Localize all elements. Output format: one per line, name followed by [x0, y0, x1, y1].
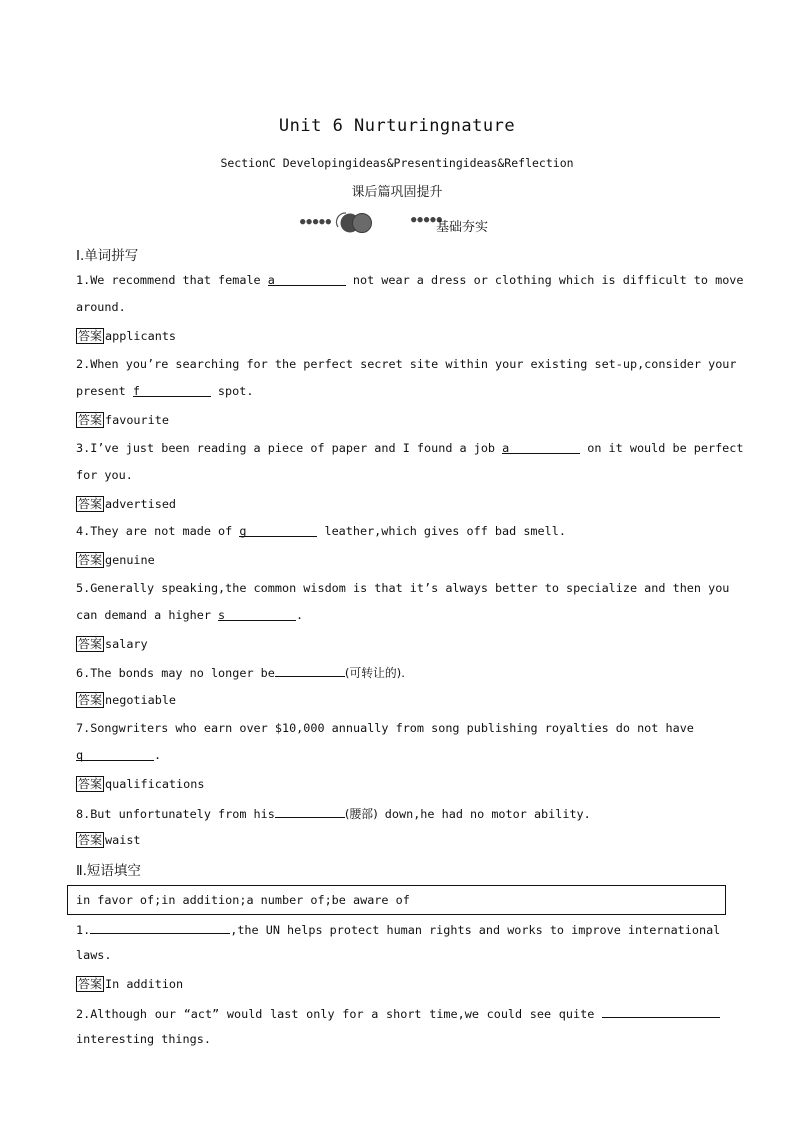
answer-row	[76, 552, 155, 568]
answer-text: negotiable	[105, 693, 177, 707]
answer-row	[76, 692, 176, 708]
answer-row	[76, 636, 148, 652]
answer-blank: s	[218, 608, 296, 621]
answer-row	[76, 776, 204, 792]
answer-text: favourite	[105, 413, 169, 427]
answer-text: genuine	[105, 553, 155, 567]
page-subtitle: SectionC Developingideas&Presentingideas&Reflection	[220, 156, 574, 170]
answer-text: applicants	[105, 329, 177, 343]
banner-dots-right: ●●●●●	[411, 215, 444, 225]
answer-badge: 答案	[78, 329, 103, 343]
answer-text: advertised	[105, 497, 177, 511]
answer-blank: a	[502, 441, 580, 454]
question-line: laws.	[76, 948, 112, 962]
answer-blank	[602, 1005, 720, 1018]
question-line: 2.Although our “act” would last only for a short time,we could see quite	[76, 1005, 720, 1021]
answer-badge: 答案	[78, 553, 103, 567]
question-line: 6.The bonds may no longer be (可转让的).	[76, 666, 406, 680]
question-line: can demand a higher s .	[76, 608, 304, 622]
page-subtitle-chinese: 课后篇巩固提升	[351, 185, 443, 200]
question-line: 2.When you’re searching for the perfect secret site within your existing set-up,consider your	[76, 357, 737, 371]
answer-badge: 答案	[78, 693, 103, 707]
banner-logo-icon	[332, 209, 376, 235]
answer-text: In addition	[105, 977, 184, 991]
section-heading-phrases: Ⅱ.短语填空	[76, 863, 141, 879]
question-line: 4.They are not made of g leather,which gives off bad smell.	[76, 524, 566, 538]
answer-badge: 答案	[78, 497, 103, 511]
question-line: 8.But unfortunately from his (腰部) down,he had no motor ability.	[76, 807, 591, 821]
answer-badge: 答案	[78, 637, 103, 651]
answer-badge: 答案	[78, 413, 103, 427]
answer-blank: a	[268, 273, 346, 286]
answer-text: waist	[105, 833, 141, 847]
answer-row	[76, 976, 183, 992]
word-bank-box	[67, 885, 726, 915]
answer-row	[76, 832, 141, 848]
answer-text: salary	[105, 637, 148, 651]
answer-blank: q	[76, 748, 154, 761]
question-line: 7.Songwriters who earn over $10,000 annually from song publishing royalties do not have	[76, 721, 694, 735]
section-banner	[298, 207, 518, 235]
question-line: 1. ,the UN helps protect human rights and works to improve international	[76, 923, 721, 937]
answer-blank	[275, 664, 345, 677]
answer-blank: g	[239, 524, 317, 537]
answer-badge: 答案	[78, 833, 103, 847]
section-heading-spelling: Ⅰ.单词拼写	[76, 248, 139, 264]
question-line: q .	[76, 748, 162, 762]
word-bank-text: in favor of;in addition;a number of;be aware of	[76, 893, 410, 907]
question-line: 3.I’ve just been reading a piece of paper and I found a job a on it would be perfect	[76, 441, 744, 455]
page-title: Unit 6 Nurturingnature	[278, 116, 516, 136]
question-line: for you.	[76, 468, 133, 482]
banner-dots-left: ●●●●●	[300, 217, 333, 227]
question-line: interesting things.	[76, 1032, 211, 1046]
answer-badge: 答案	[78, 977, 103, 991]
answer-row	[76, 496, 176, 512]
answer-blank	[90, 921, 230, 934]
answer-row	[76, 328, 176, 344]
answer-blank: f	[133, 384, 211, 397]
question-line: around.	[76, 300, 126, 314]
answer-row	[76, 412, 169, 428]
question-line: present f spot.	[76, 384, 254, 398]
question-line: 5.Generally speaking,the common wisdom is that it’s always better to specialize and then you	[76, 581, 730, 595]
answer-badge: 答案	[78, 777, 103, 791]
question-line: 1.We recommend that female a not wear a dress or clothing which is difficult to move	[76, 273, 744, 287]
banner-label: 基础夯实	[436, 220, 489, 235]
answer-blank	[275, 805, 345, 818]
answer-text: qualifications	[105, 777, 205, 791]
